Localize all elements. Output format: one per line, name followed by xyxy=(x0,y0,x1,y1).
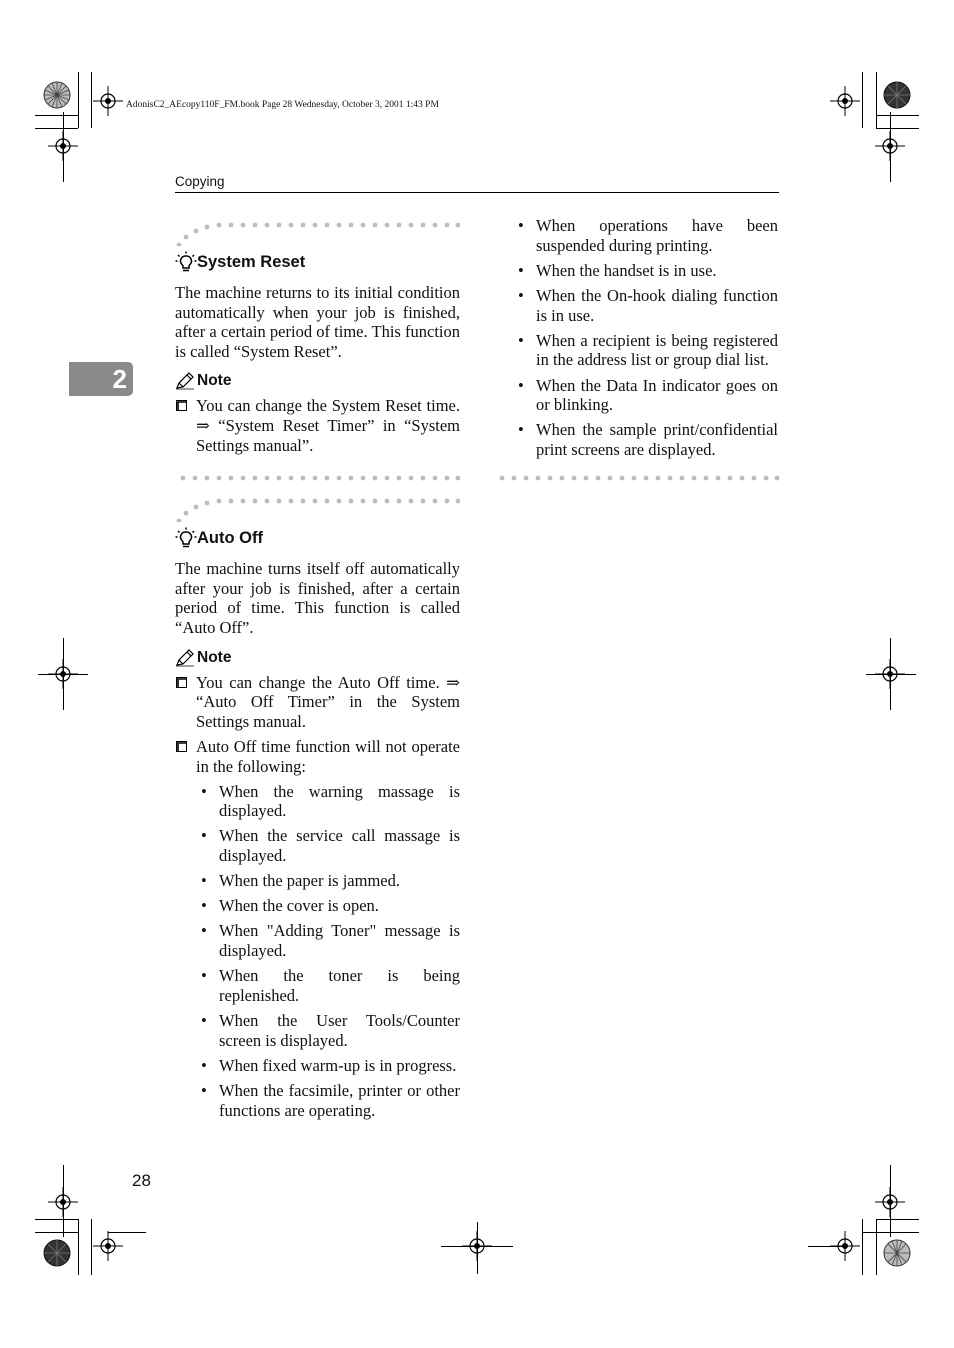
list-item xyxy=(197,896,460,916)
bullet-icon: • xyxy=(518,375,524,395)
note-text: You can change the Auto Off time. ⇒ “Auto Off Timer” in the System Settings manual. xyxy=(196,672,460,731)
registration-target-icon xyxy=(42,80,72,110)
condition-list-continued xyxy=(514,216,778,460)
note-item xyxy=(175,673,460,732)
dotted-border-bottom xyxy=(175,470,460,482)
crosshair-icon xyxy=(830,86,860,116)
bullet-icon: • xyxy=(201,781,207,801)
crop-line xyxy=(862,72,863,128)
crop-line xyxy=(91,1219,92,1275)
note-item xyxy=(175,737,460,776)
list-item-text: When the handset is in use. xyxy=(536,260,717,280)
note-text: You can change the System Reset time. ⇒ “System Reset Timer” in “System Settings manual”. xyxy=(196,396,460,455)
dotted-rule xyxy=(175,473,460,483)
list-item-text: When "Adding Toner" message is displayed. xyxy=(219,921,460,961)
list-item xyxy=(514,261,778,281)
bullet-icon: • xyxy=(201,1011,207,1030)
list-item-text: When the User Tools/Counter screen is displayed. xyxy=(219,1011,460,1050)
checkbox-square-icon xyxy=(176,741,187,752)
page-number: 28 xyxy=(132,1171,151,1190)
crop-line xyxy=(78,1219,79,1275)
list-item-text: When the service call massage is displayed. xyxy=(219,826,460,865)
file-header: AdonisC2_AEcopy110F_FM.book Page 28 Wednesday, October 3, 2001 1:43 PM xyxy=(126,100,439,110)
bullet-icon: • xyxy=(201,921,207,941)
crop-line xyxy=(876,128,919,129)
condition-list xyxy=(197,782,460,1121)
list-item xyxy=(514,376,778,415)
dotted-border-top xyxy=(175,492,460,534)
crop-line xyxy=(862,1232,919,1233)
crop-line xyxy=(35,1232,78,1233)
dotted-border-bottom xyxy=(498,470,778,482)
crop-line xyxy=(38,674,88,675)
list-item xyxy=(197,1081,460,1120)
dotted-rule xyxy=(498,473,780,483)
crop-line xyxy=(876,1219,877,1275)
list-item xyxy=(514,420,778,459)
list-item xyxy=(514,286,778,325)
bullet-icon: • xyxy=(201,826,207,846)
registration-target-icon xyxy=(882,1238,912,1268)
bullet-icon: • xyxy=(518,216,524,235)
crop-line xyxy=(108,1232,146,1233)
bullet-icon: • xyxy=(201,871,207,891)
section-title-text: System Reset xyxy=(197,252,306,271)
note-label: Note xyxy=(197,648,232,666)
list-item xyxy=(197,871,460,891)
crop-line xyxy=(63,112,64,182)
checkbox-square-icon xyxy=(176,677,187,688)
list-item xyxy=(197,1056,460,1076)
crop-line xyxy=(35,128,78,129)
list-item xyxy=(197,966,460,1005)
note-heading xyxy=(175,647,460,669)
dotted-arc xyxy=(175,492,460,522)
pencil-icon xyxy=(175,372,195,390)
dotted-border-top xyxy=(175,216,460,258)
crop-line xyxy=(890,1165,891,1237)
right-column xyxy=(514,216,778,482)
crop-line xyxy=(866,674,916,675)
list-item-text: When a recipient is being registered in the address list or group dial list. xyxy=(536,330,778,370)
checkbox-square-icon xyxy=(176,400,187,411)
note-heading xyxy=(175,370,460,392)
crop-line xyxy=(63,1165,64,1237)
list-item-text: When the warning massage is displayed. xyxy=(219,781,460,821)
crop-line xyxy=(91,72,92,128)
list-item xyxy=(514,216,778,255)
bullet-icon: • xyxy=(518,420,524,440)
header-rule xyxy=(175,192,779,193)
list-item-text: When the paper is jammed. xyxy=(219,871,400,891)
bullet-icon: • xyxy=(201,1080,207,1100)
bullet-icon: • xyxy=(201,966,207,986)
list-item-text: When the cover is open. xyxy=(219,896,379,916)
crop-line xyxy=(876,1219,919,1220)
crop-line xyxy=(78,72,79,128)
list-item xyxy=(197,782,460,821)
section-body: The machine turns itself off automatically after your job is finished, after a certain period of time. This function is called “Auto Off”. xyxy=(175,559,460,637)
list-item-text: When operations have been suspended during printing. xyxy=(536,216,778,255)
list-item xyxy=(197,826,460,865)
section-body: The machine returns to its initial condition automatically when your job is finished, after a certain period of time. This function is called “System Reset”. xyxy=(175,283,460,361)
left-column xyxy=(175,216,460,1126)
crop-line xyxy=(477,1222,478,1274)
crosshair-icon xyxy=(93,86,123,116)
bullet-icon: • xyxy=(518,260,524,280)
registration-target-icon xyxy=(42,1238,72,1268)
crop-line xyxy=(35,115,78,116)
list-item xyxy=(197,921,460,960)
section-title-text: Auto Off xyxy=(197,528,263,547)
list-item-text: When the On-hook dialing function is in use. xyxy=(536,285,778,325)
list-item xyxy=(514,331,778,370)
list-item-text: When the facsimile, printer or other functions are operating. xyxy=(219,1080,460,1120)
note-item xyxy=(175,396,460,455)
bullet-icon: • xyxy=(201,1055,207,1075)
crop-line xyxy=(862,1219,863,1275)
chapter-tab: 2 xyxy=(69,362,133,396)
dotted-arc xyxy=(175,216,460,246)
list-item-text: When the sample print/confidential print screens are displayed. xyxy=(536,420,778,459)
bullet-icon: • xyxy=(201,896,207,916)
crop-line xyxy=(876,72,877,128)
running-head: Copying xyxy=(175,174,225,189)
crop-line xyxy=(876,115,919,116)
bullet-icon: • xyxy=(518,285,524,305)
list-item-text: When the toner is being replenished. xyxy=(219,966,460,1005)
crop-line xyxy=(35,1219,78,1220)
crosshair-icon xyxy=(93,1231,123,1261)
bullet-icon: • xyxy=(518,330,524,350)
note-label: Note xyxy=(197,372,232,390)
list-item-text: When fixed warm-up is in progress. xyxy=(219,1055,457,1075)
list-item-text: When the Data In indicator goes on or blinking. xyxy=(536,375,778,415)
crop-line xyxy=(808,1246,846,1247)
registration-target-icon xyxy=(882,80,912,110)
note-text: Auto Off time function will not operate in the following: xyxy=(196,737,460,776)
pencil-icon xyxy=(175,649,195,667)
list-item xyxy=(197,1011,460,1050)
crop-line xyxy=(890,112,891,182)
